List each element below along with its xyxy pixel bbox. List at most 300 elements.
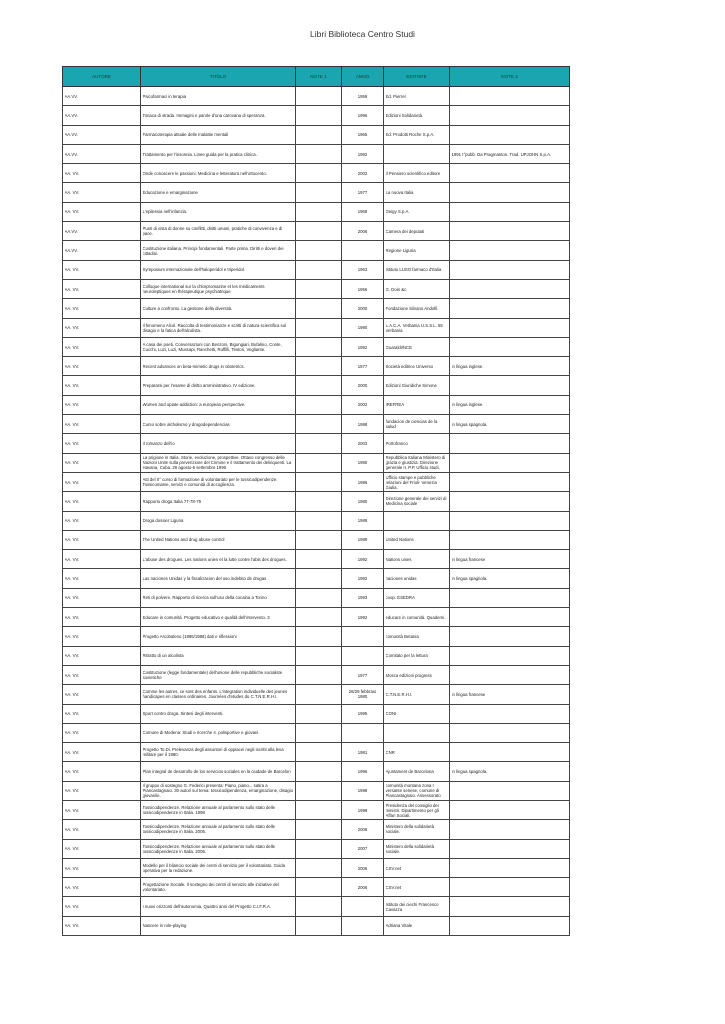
cell-text: AA.VV. — [64, 228, 78, 234]
cell-text: Il Pensiero scientifico editore — [385, 170, 441, 176]
cell-text: in lingua francese — [451, 691, 486, 697]
cell-text: Ufficio stampe e pubbliche relazioni del Friuli- Venezia Giulia. — [385, 474, 437, 490]
cell-editore — [384, 279, 450, 298]
cell-note-2 — [450, 434, 570, 453]
cell-text: Geigy S.p.A. — [385, 209, 410, 215]
table-row — [63, 106, 570, 125]
cell-editore — [384, 202, 450, 221]
cell-text: naciones unidas — [385, 576, 417, 582]
cell-autore — [63, 453, 141, 472]
cell-text: AA. VV. — [64, 305, 80, 311]
cell-text: Comitato per la lettura — [385, 653, 428, 659]
cell-autore — [63, 646, 141, 665]
cell-note-2 — [450, 608, 570, 627]
cell-text: 2002 — [357, 402, 368, 408]
cell-editore — [384, 299, 450, 318]
cell-text: Istituto LUSO farmaco d'Italia — [385, 267, 442, 273]
cell-note-2 — [450, 685, 570, 704]
cell-editore — [384, 492, 450, 511]
table-row — [63, 723, 570, 742]
cell-note-2 — [450, 395, 570, 414]
cell-titolo — [141, 897, 296, 916]
cell-autore — [63, 569, 141, 588]
cell-anno — [342, 897, 384, 916]
column-header-autore: AUTORE — [63, 67, 141, 87]
cell-note-1 — [296, 627, 342, 646]
cell-text: 1992 — [357, 151, 368, 157]
table-row — [63, 260, 570, 279]
cell-note-2 — [450, 569, 570, 588]
cell-text: 1986 — [357, 479, 368, 485]
cell-titolo — [141, 511, 296, 530]
cell-text: AA. VV. — [64, 498, 80, 504]
cell-note-2 — [450, 858, 570, 877]
cell-text: 1977 — [357, 190, 368, 196]
cell-note-1 — [296, 222, 342, 241]
cell-titolo — [141, 781, 296, 800]
cell-titolo — [141, 665, 296, 684]
cell-note-2 — [450, 781, 570, 800]
cell-note-1 — [296, 511, 342, 530]
cell-anno — [342, 569, 384, 588]
cell-text: AA. VV. — [64, 730, 80, 736]
cell-note-2 — [450, 376, 570, 395]
cell-text: AA. VV. — [64, 904, 80, 910]
cell-anno — [342, 530, 384, 549]
cell-text: Comune di Modena: Studi e ricerche 4. polisportive e giovani — [142, 730, 259, 736]
cell-text: Direzione generale dei servizi di Medicina sociale — [385, 496, 447, 507]
cell-titolo — [141, 395, 296, 414]
cell-text: 1996 — [357, 112, 368, 118]
cell-text: AA.VV. — [64, 248, 78, 254]
cell-text: CSV.net — [385, 865, 402, 871]
cell-editore — [384, 376, 450, 395]
cell-editore — [384, 743, 450, 762]
cell-titolo — [141, 202, 296, 221]
cell-note-1 — [296, 762, 342, 781]
cell-titolo — [141, 743, 296, 762]
cell-titolo — [141, 125, 296, 144]
cell-note-1 — [296, 241, 342, 260]
cell-text: Plan integral de desarrollo de los servicios sociales en la ciudade de Barcelon — [142, 769, 291, 775]
cell-anno — [342, 704, 384, 723]
table-row — [63, 588, 570, 607]
cell-text: Atti del II° corso di formazione di volontariato per le tossicodipendenze. Tossicomanie, servizi e comunità di accoglienza. — [142, 477, 278, 488]
cell-text: AA.VV. — [64, 151, 78, 157]
cell-text: Trattamento per l'insonnia. Linee guida per la pratica clinica. — [142, 151, 257, 157]
cell-note-1 — [296, 415, 342, 434]
cell-text: Progettazione Sociale. Il sostegno dei centri di servizio alle iniziative del volontariato. — [142, 882, 279, 893]
cell-anno — [342, 627, 384, 646]
cell-note-1 — [296, 472, 342, 491]
cell-anno — [342, 820, 384, 839]
cell-note-2 — [450, 299, 570, 318]
cell-titolo — [141, 87, 296, 106]
cell-note-1 — [296, 608, 342, 627]
cell-autore — [63, 164, 141, 183]
cell-autore — [63, 588, 141, 607]
cell-note-1 — [296, 106, 342, 125]
table-row — [63, 685, 570, 704]
cell-autore — [63, 222, 141, 241]
cell-autore — [63, 608, 141, 627]
cell-text: Droga dossier Liguria — [142, 518, 184, 524]
cell-titolo — [141, 627, 296, 646]
cell-text: 2003 — [357, 440, 368, 446]
cell-note-2 — [450, 530, 570, 549]
cell-text: AA. VV. — [64, 633, 80, 639]
cell-text: in lingua francese — [451, 556, 486, 562]
cell-editore — [384, 183, 450, 202]
cell-editore — [384, 820, 450, 839]
table-row — [63, 318, 570, 337]
cell-note-1 — [296, 743, 342, 762]
cell-text: Punti di vista di donne su conflitti, diritti umani, pratiche di convivenza e di pace. — [142, 226, 283, 237]
cell-note-1 — [296, 376, 342, 395]
cell-note-2 — [450, 415, 570, 434]
cell-anno — [342, 415, 384, 434]
cell-titolo — [141, 318, 296, 337]
table-row — [63, 279, 570, 298]
cell-note-1 — [296, 550, 342, 569]
cell-note-1 — [296, 878, 342, 897]
cell-editore — [384, 762, 450, 781]
cell-anno — [342, 588, 384, 607]
cell-autore — [63, 820, 141, 839]
cell-text: 1991 I°pubb. Da Pragmanton. Trad. UPJOHN S.p.A. — [451, 151, 552, 157]
cell-note-1 — [296, 897, 342, 916]
cell-text: Educazione e emarginazione — [142, 190, 198, 196]
cell-note-1 — [296, 530, 342, 549]
table-row — [63, 222, 570, 241]
cell-note-1 — [296, 453, 342, 472]
cell-anno — [342, 665, 384, 684]
cell-note-1 — [296, 858, 342, 877]
table-header-row — [63, 67, 570, 87]
cell-note-2 — [450, 762, 570, 781]
cell-autore — [63, 299, 141, 318]
cell-anno — [342, 878, 384, 897]
cell-anno — [342, 781, 384, 800]
cell-note-1 — [296, 646, 342, 665]
table-row — [63, 530, 570, 549]
cell-titolo — [141, 164, 296, 183]
cell-anno — [342, 800, 384, 819]
table-row — [63, 820, 570, 839]
cell-autore — [63, 839, 141, 858]
cell-text: Mosca edizioni progress — [385, 672, 432, 678]
cell-text: 2006 — [357, 228, 368, 234]
cell-text: Sport contro droga. Sintesi degli interventi. — [142, 711, 224, 717]
cell-text: educare in comunità. Quaderni. — [385, 614, 446, 620]
cell-note-2 — [450, 704, 570, 723]
table-row — [63, 878, 570, 897]
cell-editore — [384, 164, 450, 183]
cell-titolo — [141, 337, 296, 356]
cell-titolo — [141, 858, 296, 877]
cell-text: AA. VV. — [64, 383, 80, 389]
cell-text: Ritratto di un alcolista — [142, 653, 184, 659]
cell-editore — [384, 839, 450, 858]
cell-text: Progetto Arcobaleno (1986/1988) dati e riflessioni — [142, 633, 237, 639]
cell-text: AA. VV. — [64, 826, 80, 832]
table-row — [63, 858, 570, 877]
cell-titolo — [141, 144, 296, 163]
table-row — [63, 415, 570, 434]
cell-anno — [342, 685, 384, 704]
cell-anno — [342, 608, 384, 627]
cell-text: Costituzione italiana. Principi fondamentali. Parte prima. Diritti e doveri dei cittadini. — [142, 245, 284, 256]
cell-text: La prigione in Italia. Storie, evoluzione, prospettive. Ottavo congresso delle Nazioni Unite sulla prevenzione del Crimine e il trattamento dei delinquenti. La Havana, Cuba. 26 agosto-6 settembre 1990. — [142, 455, 292, 471]
cell-text: AA. VV. — [64, 460, 80, 466]
cell-anno — [342, 202, 384, 221]
cell-text: AA. VV. — [64, 595, 80, 601]
cell-autore — [63, 144, 141, 163]
cell-text: 1980 — [357, 498, 368, 504]
cell-editore — [384, 106, 450, 125]
cell-anno — [342, 492, 384, 511]
cell-text: Curso sobre alcholismo y drogodependencias — [142, 421, 230, 427]
table-row — [63, 781, 570, 800]
cell-text: Las naciones Unidas y la fiscalizacion del uso indebito de drogas — [142, 576, 267, 582]
cell-text: AA. VV. — [64, 170, 80, 176]
cell-titolo — [141, 530, 296, 549]
cell-note-2 — [450, 164, 570, 183]
cell-editore — [384, 916, 450, 935]
cell-text: AA. VV. — [64, 923, 80, 929]
cell-editore — [384, 897, 450, 916]
column-header-editore: EDITORE — [384, 67, 450, 87]
cell-text: 2006 — [357, 865, 368, 871]
cell-text: 1990 — [357, 325, 368, 331]
cell-note-2 — [450, 106, 570, 125]
table-row — [63, 337, 570, 356]
cell-text: 2006 — [357, 826, 368, 832]
cell-autore — [63, 723, 141, 742]
cell-autore — [63, 318, 141, 337]
cell-note-1 — [296, 685, 342, 704]
cell-text: AA. VV. — [64, 788, 80, 794]
table-row — [63, 434, 570, 453]
table-row — [63, 395, 570, 414]
cell-titolo — [141, 453, 296, 472]
cell-anno — [342, 183, 384, 202]
cell-titolo — [141, 878, 296, 897]
cell-anno — [342, 511, 384, 530]
cell-note-2 — [450, 260, 570, 279]
cell-note-2 — [450, 723, 570, 742]
cell-autore — [63, 800, 141, 819]
cell-text: AA.VV. — [64, 93, 78, 99]
cell-note-2 — [450, 878, 570, 897]
cell-text: United Nations — [385, 537, 414, 543]
cell-note-2 — [450, 357, 570, 376]
table-row — [63, 550, 570, 569]
cell-editore — [384, 685, 450, 704]
cell-text: CONI — [385, 711, 397, 717]
cell-anno — [342, 453, 384, 472]
cell-text: CNR — [385, 749, 395, 755]
cell-note-2 — [450, 222, 570, 241]
column-header-note-2: NOTE 2 — [450, 67, 570, 87]
cell-anno — [342, 550, 384, 569]
cell-note-1 — [296, 916, 342, 935]
cell-text: AA. VV. — [64, 672, 80, 678]
cell-autore — [63, 472, 141, 491]
cell-text: AA. VV. — [64, 267, 80, 273]
cell-text: in lingua inglese. — [451, 363, 484, 369]
cell-anno — [342, 318, 384, 337]
cell-autore — [63, 376, 141, 395]
cell-text: Ministero della solidarietà sociale. — [385, 824, 434, 835]
cell-autore — [63, 395, 141, 414]
table-row — [63, 897, 570, 916]
cell-autore — [63, 704, 141, 723]
cell-text: AA. VV. — [64, 711, 80, 717]
cell-editore — [384, 665, 450, 684]
cell-text: AA. VV. — [64, 807, 80, 813]
cell-text: 1990 — [357, 460, 368, 466]
cell-anno — [342, 279, 384, 298]
cell-editore — [384, 337, 450, 356]
cell-note-1 — [296, 588, 342, 607]
cell-text: Onde conoscere le passioni. Medicina e letteratura nell'ottocento. — [142, 170, 267, 176]
cell-autore — [63, 337, 141, 356]
cell-note-1 — [296, 723, 342, 742]
cell-titolo — [141, 646, 296, 665]
table-row — [63, 241, 570, 260]
cell-text: 1998 — [357, 807, 368, 813]
table-row — [63, 202, 570, 221]
cell-text: 2000 — [357, 383, 368, 389]
cell-note-1 — [296, 144, 342, 163]
cell-editore — [384, 858, 450, 877]
cell-note-1 — [296, 434, 342, 453]
table-row — [63, 87, 570, 106]
cell-note-2 — [450, 550, 570, 569]
cell-anno — [342, 434, 384, 453]
cell-note-1 — [296, 260, 342, 279]
cell-text: 1992 — [357, 576, 368, 582]
cell-text: Rapporto droga Italia 77-78-79 — [142, 498, 202, 504]
cell-text: 1989 — [357, 518, 368, 524]
cell-autore — [63, 743, 141, 762]
cell-note-2 — [450, 492, 570, 511]
cell-note-1 — [296, 299, 342, 318]
cell-autore — [63, 781, 141, 800]
cell-text: 1992 — [357, 614, 368, 620]
cell-note-1 — [296, 569, 342, 588]
cell-autore — [63, 858, 141, 877]
cell-text: in lingua spagnola. — [451, 421, 488, 427]
cell-text: Repubblica Italiana Ministero di grazia e giustizia. Direzione generale II. P.P. Ufficio studi, — [385, 455, 446, 471]
cell-note-2 — [450, 800, 570, 819]
cell-text: fundacion de ciencias de la salud — [385, 419, 438, 430]
cell-titolo — [141, 685, 296, 704]
cell-note-2 — [450, 241, 570, 260]
table-body — [63, 87, 570, 936]
cell-autore — [63, 241, 141, 260]
cell-note-1 — [296, 820, 342, 839]
cell-text: 2006 — [357, 884, 368, 890]
cell-autore — [63, 627, 141, 646]
cell-text: CSV.net — [385, 884, 402, 890]
table-row — [63, 627, 570, 646]
cell-note-1 — [296, 492, 342, 511]
cell-text: I nuovi orizzonti dell'autonomia. Quattro anni del Progetto C.I.F.R.A. — [142, 904, 272, 910]
cell-autore — [63, 106, 141, 125]
cell-text: 1995 — [357, 711, 368, 717]
cell-note-1 — [296, 395, 342, 414]
cell-autore — [63, 202, 141, 221]
cell-editore — [384, 627, 450, 646]
table-row — [63, 183, 570, 202]
cell-anno — [342, 762, 384, 781]
cell-text: AA. VV. — [64, 653, 80, 659]
cell-editore — [384, 87, 450, 106]
cell-anno — [342, 858, 384, 877]
cell-note-2 — [450, 125, 570, 144]
cell-text: G. Doin &c. — [385, 286, 408, 292]
cell-titolo — [141, 279, 296, 298]
cell-text: Modello per il bilancio sociale dei centri di servizio per il volontariato. Guida operativa per la redazione. — [142, 863, 286, 874]
cell-autore — [63, 260, 141, 279]
cell-text: 28/29 febbraio 1980 — [348, 689, 377, 700]
cell-editore — [384, 723, 450, 742]
cell-autore — [63, 415, 141, 434]
cell-text: 1992 — [357, 344, 368, 350]
cell-titolo — [141, 492, 296, 511]
cell-text: 1996 — [357, 769, 368, 775]
cell-editore — [384, 260, 450, 279]
cell-titolo — [141, 357, 296, 376]
cell-titolo — [141, 916, 296, 935]
books-table — [62, 66, 570, 936]
cell-editore — [384, 318, 450, 337]
cell-autore — [63, 492, 141, 511]
cell-note-2 — [450, 183, 570, 202]
cell-editore — [384, 569, 450, 588]
cell-titolo — [141, 550, 296, 569]
cell-editore — [384, 550, 450, 569]
cell-text: Istituto dei ciechi Francesco Cavazza — [385, 901, 439, 912]
cell-text: L'epilessia nell'infanzia. — [142, 209, 188, 215]
table-row — [63, 144, 570, 163]
cell-note-2 — [450, 743, 570, 762]
cell-text: AA. VV. — [64, 884, 80, 890]
cell-text: 2007 — [357, 846, 368, 852]
cell-autore — [63, 685, 141, 704]
cell-text: Ministero della solidarietà sociale. — [385, 843, 434, 854]
cell-text: AA. VV. — [64, 518, 80, 524]
cell-titolo — [141, 241, 296, 260]
cell-anno — [342, 337, 384, 356]
cell-text: AA. VV. — [64, 691, 80, 697]
cell-editore — [384, 511, 450, 530]
cell-titolo — [141, 608, 296, 627]
cell-note-2 — [450, 472, 570, 491]
column-header-note-1: NOTE 1 — [296, 67, 342, 87]
cell-note-1 — [296, 87, 342, 106]
cell-autore — [63, 183, 141, 202]
cell-text: AA. VV. — [64, 479, 80, 485]
table-row — [63, 665, 570, 684]
cell-text: Culture a confronto. La gestione della diversità. — [142, 305, 233, 311]
cell-text: AA. VV. — [64, 190, 80, 196]
cell-autore — [63, 279, 141, 298]
cell-text: Progetto To.Di. Prelevanza degli assuntori di oppiacei negli iscritti alla leva militare per il 1980. — [142, 747, 284, 758]
cell-text: Camera dei deputati — [385, 228, 425, 234]
